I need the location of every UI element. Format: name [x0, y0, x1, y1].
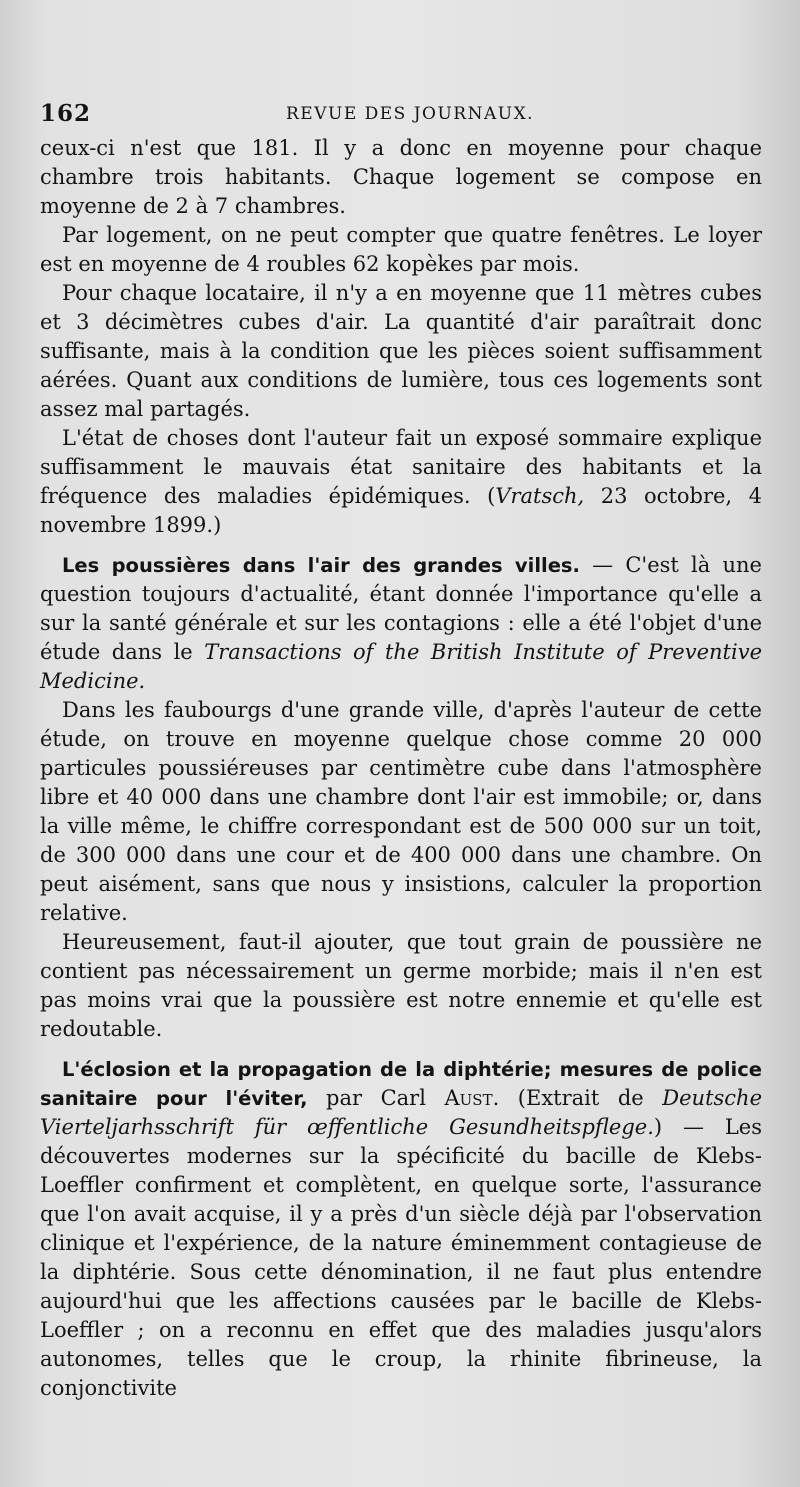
conclusion-text: L'état de choses dont l'auteur fait un exposé sommaire explique suffisamment le mauvais état sanitaire des habitants et la fréquence des maladies épidémiques. ( — [40, 426, 762, 508]
author-name: Aust — [444, 1086, 493, 1110]
journal-citation: Vratsch, — [495, 484, 585, 508]
running-head: REVUE DES JOURNAUX. — [286, 104, 535, 124]
paragraph-windows-rent: Par logement, on ne peut compter que quatre fenêtres. Le loyer est en moyenne de 4 roubles 62 kopèkes par mois. — [40, 223, 762, 276]
citation-date: 23 octobre, 4 novembre 1899.) — [40, 484, 763, 537]
extract-open: . (Extrait de — [492, 1086, 663, 1110]
article-diphtheria-body: ) — Les découvertes modernes sur la spécificité du bacille de Klebs-Loeffler confirment et complètent, en quelque sorte, l'assurance que l'on avait acquise, il y a près d'un siècle déjà par l'observation clinique et l'expérience, de la nature éminemment contagieuse de la diphtérie. Sous cette dénomination, il ne faut plus entendre aujourd'hui que les affections causées par le bacille de Klebs-Loeffler ; on a reconnu en effet que des maladies jusqu'alors autonomes, telles que le croup, la rhinite fibrineuse, la conjonctivite — [40, 1115, 762, 1400]
paragraph-continued: ceux-ci n'est que 181. Il y a donc en moyenne pour chaque chambre trois habitants. Chaque logement se compose en moyenne de 2 à 7 chambres. — [40, 136, 762, 218]
article-dust-source: Transactions of the British Institute of Preventive Medicine. — [40, 640, 762, 693]
article-dust-intro-text: — C'est là une question toujours d'actualité, étant donnée l'importance qu'elle a sur la santé générale et sur les contagions : elle a été l'objet d'une étude dans le — [40, 553, 762, 664]
article-title-diphtheria: L'éclosion et la propagation de la diphtérie; mesures de police sanitaire pour l'éviter, — [40, 1058, 762, 1110]
page-header — [40, 100, 762, 134]
page-number: 162 — [40, 100, 92, 127]
article-title-dust: Les poussières dans l'air des grandes villes. — [62, 554, 580, 577]
article-dust-paragraph-2: Dans les faubourgs d'une grande ville, d'après l'auteur de cette étude, on trouve en moyenne quelque chose comme 20 000 particules poussiéreuses par centimètre cube dans l'atmosphère libre et 40 000 dans une chambre dont l'air est immobile; or, dans la ville même, le chiffre correspondant est de 500 000 sur un toit, de 300 000 dans une cour et de 400 000 dans une chambre. On peut aisément, sans que nous y insistions, calculer la proportion relative. — [40, 698, 762, 925]
article-diphtheria-source: Deutsche Vierteljarhsschrift für œffentliche Gesundheitspflege. — [40, 1086, 763, 1139]
paragraph-conclusion — [40, 424, 762, 540]
article-dust-intro — [40, 551, 762, 696]
paragraph-air-volume: Pour chaque locataire, il n'y a en moyenne que 11 mètres cubes et 3 décimètres cubes d'air. La quantité d'air paraîtrait donc suffisante, mais à la condition que les pièces soient suffisamment aérées. Quant aux conditions de lumière, tous ces logements sont assez mal partagés. — [40, 281, 762, 421]
author-prefix: par Carl — [307, 1086, 445, 1110]
article-diphtheria — [40, 1055, 762, 1403]
article-dust-paragraph-3: Heureusement, faut-il ajouter, que tout grain de poussière ne contient pas nécessairement un germe morbide; mais il n'en est pas moins vrai que la poussière est notre ennemie et qu'elle est redoutable. — [40, 930, 762, 1041]
